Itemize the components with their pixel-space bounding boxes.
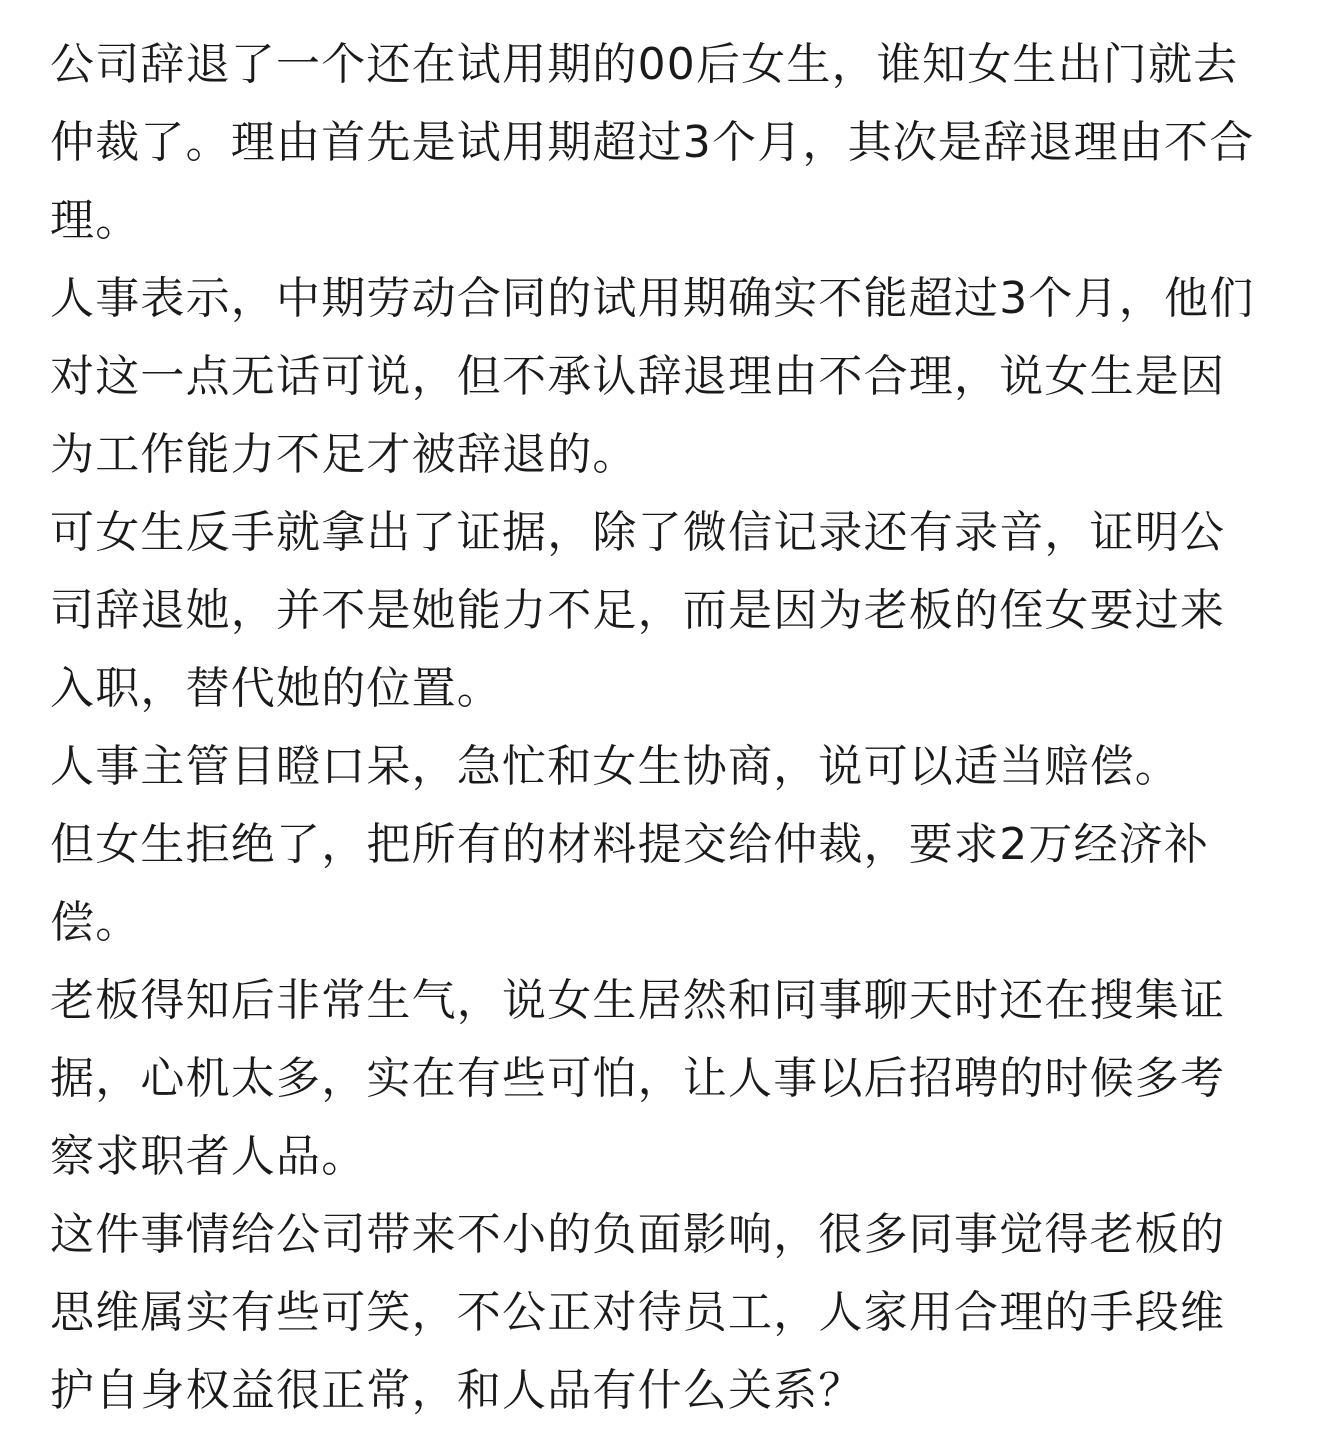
paragraph-1: 公司辞退了一个还在试用期的00后女生，谁知女生出门就去仲裁了。理由首先是试用期超过3个月，其次是辞退理由不合理。 [50,39,1255,246]
paragraph-3: 可女生反手就拿出了证据，除了微信记录还有录音，证明公司辞退她，并不是她能力不足，而是因为老板的侄女要过来入职，替代她的位置。 [50,507,1226,714]
article-body [50,26,1265,1430]
paragraph-7: 这件事情给公司带来不小的负面影响，很多同事觉得老板的思维属实有些可笑，不公正对待员工，人家用合理的手段维护自身权益很正常，和人品有什么关系？ [50,1209,1226,1416]
paragraph-5: 但女生拒绝了，把所有的材料提交给仲裁，要求2万经济补偿。 [50,819,1210,948]
paragraph-4: 人事主管目瞪口呆，急忙和女生协商，说可以适当赔偿。 [50,741,1180,792]
paragraph-2: 人事表示，中期劳动合同的试用期确实不能超过3个月，他们对这一点无话可说，但不承认辞退理由不合理，说女生是因为工作能力不足才被辞退的。 [50,273,1255,480]
paragraph-6: 老板得知后非常生气，说女生居然和同事聊天时还在搜集证据，心机太多，实在有些可怕，让人事以后招聘的时候多考察求职者人品。 [50,975,1226,1182]
